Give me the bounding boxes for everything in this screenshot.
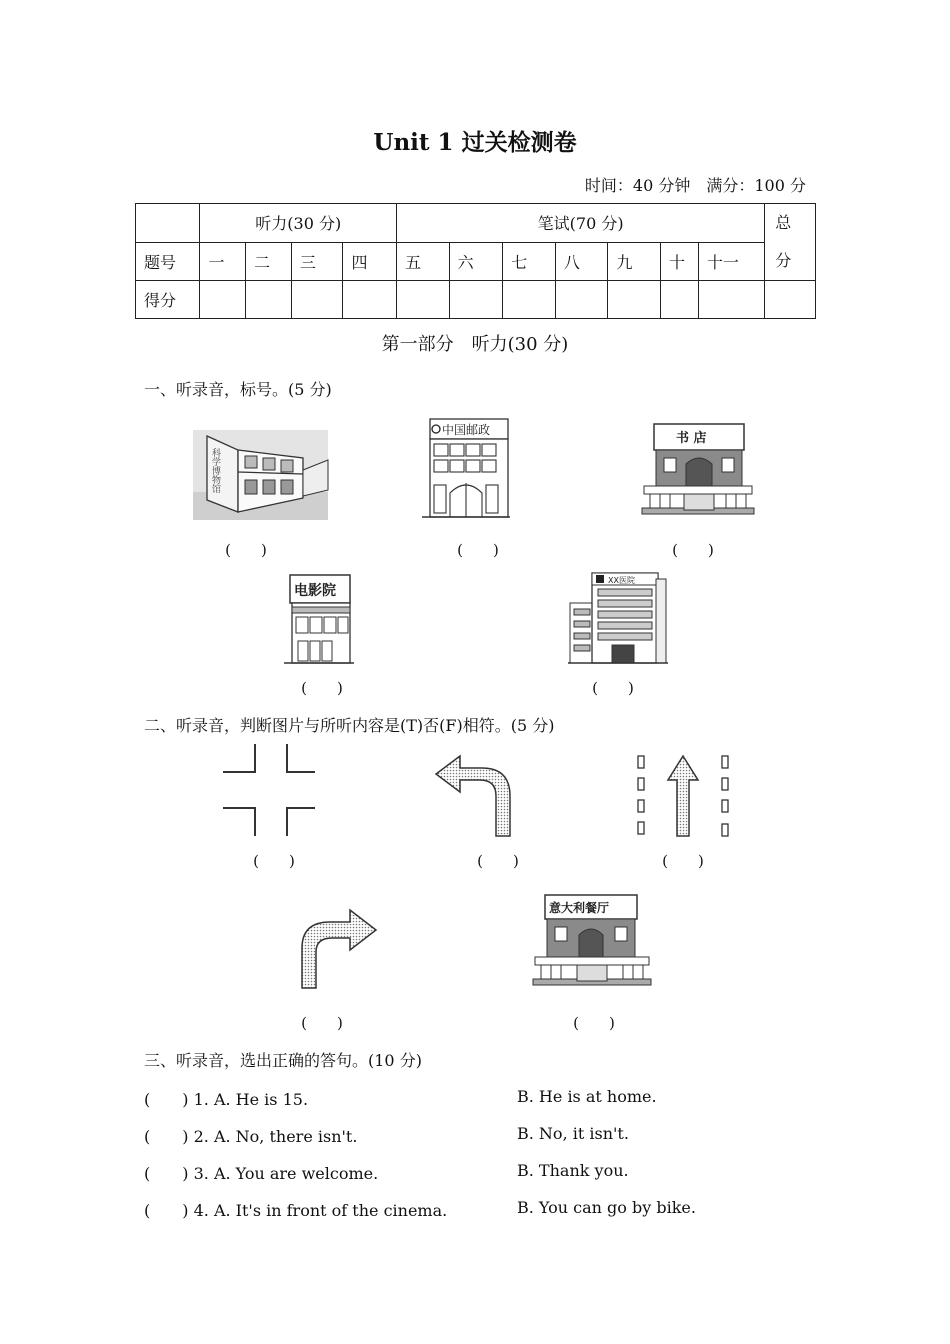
q-number-10: 十	[661, 242, 699, 281]
science-museum-image	[193, 430, 328, 520]
answer-blank[interactable]: ( )	[225, 541, 267, 559]
page-title: Unit 1 过关检测卷	[373, 129, 577, 156]
answer-blank[interactable]: ( )	[301, 679, 343, 697]
answer-blank[interactable]: ( )	[144, 1201, 189, 1220]
answer-blank[interactable]: ( )	[662, 852, 704, 870]
q-number-8: 八	[555, 242, 608, 281]
score-cell[interactable]	[555, 281, 608, 319]
row-label-number: 题号	[136, 242, 200, 281]
q-number-3: 三	[291, 242, 343, 281]
q-number-6: 六	[449, 242, 503, 281]
option-b: B. You can go by bike.	[517, 1198, 696, 1217]
crossing-image	[221, 742, 317, 838]
answer-blank[interactable]: ( )	[477, 852, 519, 870]
option-a: 2. A. No, there isn't.	[193, 1127, 358, 1146]
score-table	[135, 203, 816, 319]
section1-heading: 一、听录音，标号。(5 分)	[144, 380, 332, 399]
answer-blank[interactable]: ( )	[144, 1090, 189, 1109]
post-office-image	[422, 417, 510, 519]
question-1	[144, 1087, 308, 1110]
total-label-2: 分	[775, 251, 792, 270]
post-office-sign: 中国邮政	[442, 423, 491, 437]
turn-left-arrow-image	[434, 754, 514, 838]
q-number-9: 九	[608, 242, 661, 281]
answer-blank[interactable]: ( )	[301, 1014, 343, 1032]
score-cell[interactable]	[661, 281, 699, 319]
option-b: B. No, it isn't.	[517, 1124, 629, 1143]
corner-cell	[136, 204, 200, 243]
restaurant-sign: 意大利餐厅	[549, 901, 610, 915]
exam-meta: 时间：40 分钟 满分：100 分	[584, 176, 806, 195]
answer-blank[interactable]: ( )	[253, 852, 295, 870]
option-b: B. He is at home.	[517, 1087, 657, 1106]
score-cell[interactable]	[449, 281, 503, 319]
row-label-score: 得分	[136, 281, 200, 319]
question-4	[144, 1198, 447, 1221]
go-straight-arrow-image	[634, 754, 734, 840]
answer-blank[interactable]: ( )	[144, 1164, 189, 1183]
section3-heading: 三、听录音，选出正确的答句。(10 分)	[144, 1051, 422, 1070]
bookstore-sign: 书 店	[676, 431, 707, 446]
total-header	[765, 204, 816, 281]
hospital-image	[568, 571, 668, 665]
turn-right-arrow-image	[298, 908, 378, 990]
italian-restaurant-image	[533, 893, 653, 989]
listening-header: 听力(30 分)	[200, 204, 397, 243]
section2-heading: 二、听录音，判断图片与所听内容是(T)否(F)相符。(5 分)	[144, 716, 555, 735]
q-number-2: 二	[246, 242, 292, 281]
question-2	[144, 1124, 357, 1147]
bookstore-image	[642, 420, 754, 516]
option-b: B. Thank you.	[517, 1161, 629, 1180]
score-cell[interactable]	[698, 281, 764, 319]
writing-header: 笔试(70 分)	[397, 204, 765, 243]
q-number-1: 一	[200, 242, 246, 281]
part1-heading: 第一部分 听力(30 分)	[381, 334, 569, 355]
score-cell[interactable]	[200, 281, 246, 319]
answer-blank[interactable]: ( )	[672, 541, 714, 559]
answer-blank[interactable]: ( )	[573, 1014, 615, 1032]
option-a: 1. A. He is 15.	[193, 1090, 309, 1109]
hospital-sign: XX医院	[608, 576, 635, 585]
score-cell[interactable]	[343, 281, 397, 319]
answer-blank[interactable]: ( )	[144, 1127, 189, 1146]
option-a: 4. A. It's in front of the cinema.	[193, 1201, 448, 1220]
total-label-1: 总	[775, 213, 792, 232]
answer-blank[interactable]: ( )	[592, 679, 634, 697]
cinema-sign: 电影院	[294, 583, 336, 599]
option-a: 3. A. You are welcome.	[193, 1164, 379, 1183]
score-cell[interactable]	[397, 281, 450, 319]
score-cell[interactable]	[291, 281, 343, 319]
q-number-5: 五	[397, 242, 450, 281]
q-number-4: 四	[343, 242, 397, 281]
cinema-image	[284, 573, 354, 665]
q-number-7: 七	[503, 242, 556, 281]
score-cell[interactable]	[503, 281, 556, 319]
q-number-11: 十一	[698, 242, 764, 281]
answer-blank[interactable]: ( )	[457, 541, 499, 559]
science-museum-sign: 科学博物馆	[210, 448, 220, 493]
question-3	[144, 1161, 378, 1184]
total-score-cell[interactable]	[765, 281, 816, 319]
score-cell[interactable]	[246, 281, 292, 319]
score-cell[interactable]	[608, 281, 661, 319]
